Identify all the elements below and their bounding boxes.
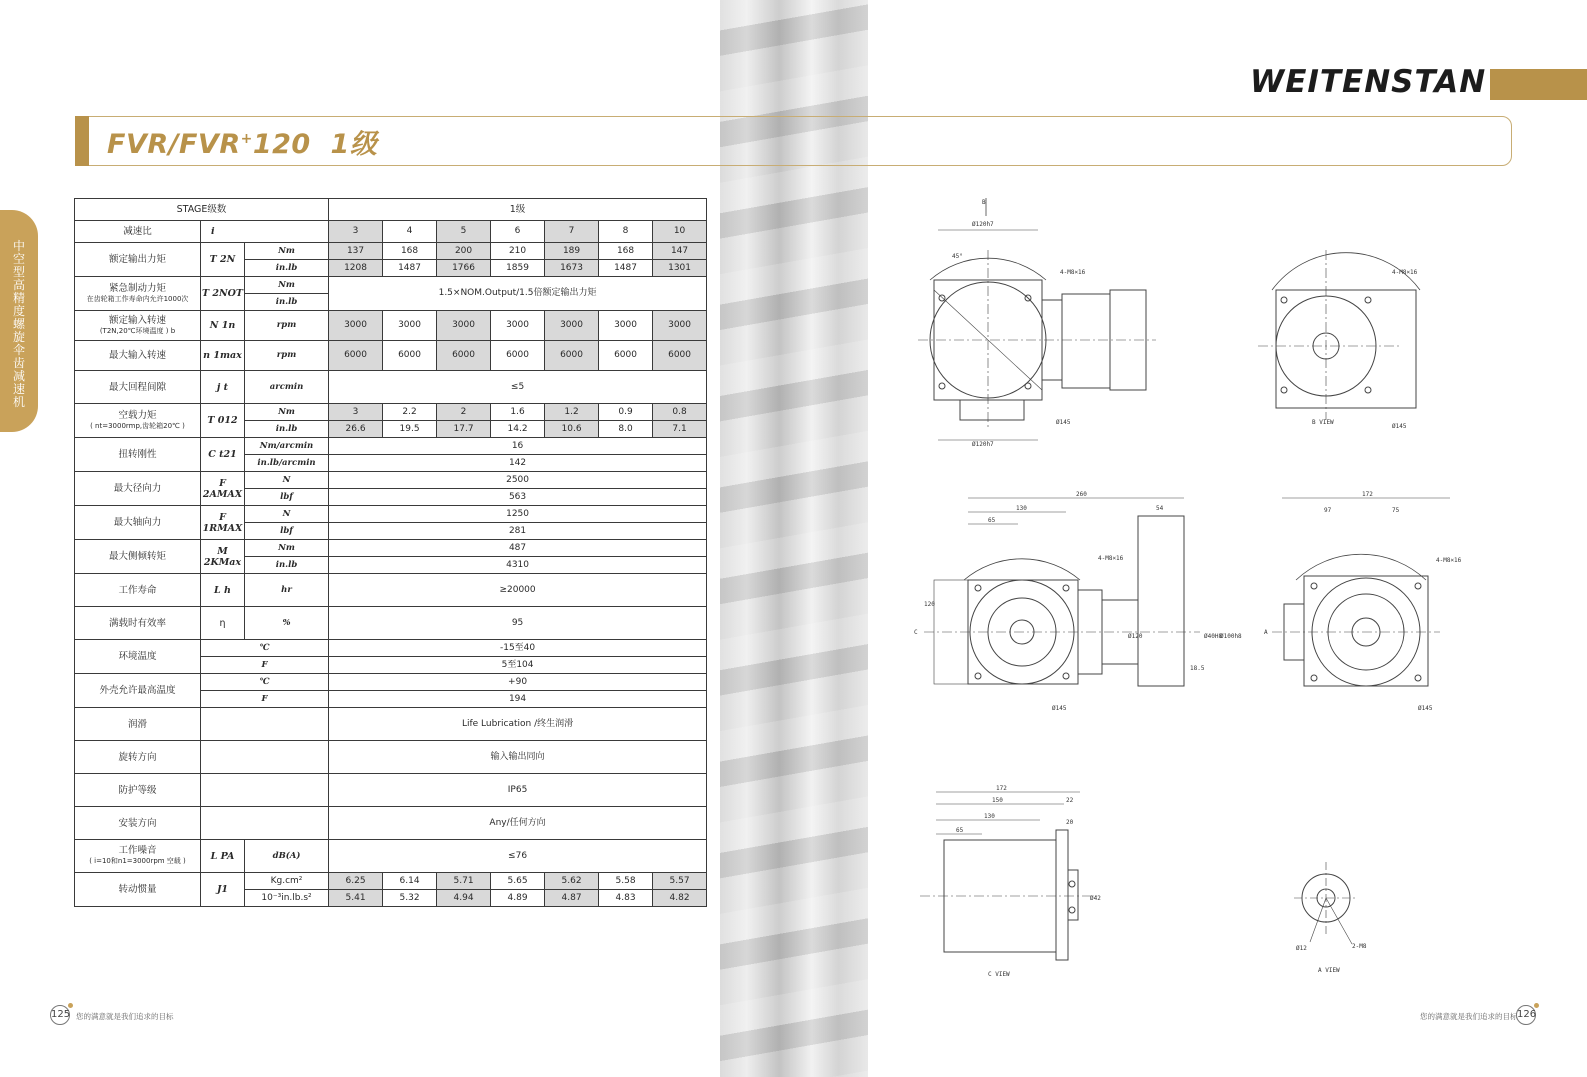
drawing-label: B VIEW [1312,419,1334,426]
drawing-label: 150 [992,797,1003,804]
axial-force-symbol: F 1RMAX [201,506,245,540]
value-cell: 4.94 [437,890,491,907]
value-cell: 6000 [383,341,437,371]
page-number-dot [68,1003,73,1008]
ratio-cell: 6 [491,221,545,243]
page-title [107,122,377,161]
value-cell: 5至104 [329,657,707,674]
drawing-a-view-small [1294,862,1367,974]
spec-table [74,198,707,907]
value-cell: 6000 [653,341,707,371]
value-cell: 17.7 [437,421,491,438]
noise-title: 工作噪音 [118,845,157,856]
unit-cell: ℃ [201,640,329,657]
value-cell: 6000 [437,341,491,371]
housing-temp-label: 外壳允许最高温度 [75,674,201,708]
radial-force-label: 最大径向力 [75,472,201,506]
empty-cell [201,741,329,774]
drawing-label: C VIEW [988,971,1010,978]
axial-force-label: 最大轴向力 [75,506,201,540]
drawing-label: 4-M8×16 [1392,269,1418,276]
drawing-label: Ø100h8 [1220,633,1242,640]
unit-cell: Nm [245,243,329,260]
value-cell: 1859 [491,260,545,277]
ratio-cell: 3 [329,221,383,243]
value-cell: 5.62 [545,873,599,890]
inertia-symbol: J1 [201,873,245,907]
drawing-label: Ø12 [1296,945,1307,952]
emergency-torque-symbol: T 2NOT [201,277,245,311]
value-cell: Any/任何方向 [329,807,707,840]
value-cell: 3 [329,404,383,421]
torsional-rigidity-symbol: C t21 [201,438,245,472]
value-cell: 19.5 [383,421,437,438]
unit-cell: Nm [245,404,329,421]
brand-accent-bar [1490,69,1587,100]
value-cell: 6000 [599,341,653,371]
value-cell: 4.89 [491,890,545,907]
unit-cell: Nm/arcmin [245,438,329,455]
drawing-c-view [920,785,1101,978]
no-load-torque-label [75,404,201,438]
drawing-label: 172 [1362,491,1373,498]
drawing-label: 45° [952,253,963,260]
page-number-dot [1534,1003,1539,1008]
drawing-label: 130 [1016,505,1027,512]
value-cell: 5.41 [329,890,383,907]
value-cell: 1.2 [545,404,599,421]
side-category-label: 中空型高精度螺旋伞齿减速机 [12,239,25,409]
efficiency-label: 满载时有效率 [75,607,201,640]
ratio-label: 减速比 [75,221,201,243]
drawing-label: 22 [1066,797,1074,804]
drawing-label: C [914,629,918,636]
empty-cell [201,774,329,807]
brand-logo: WEITENSTAN [1250,64,1487,100]
value-cell: 10.6 [545,421,599,438]
value-cell: 168 [383,243,437,260]
value-cell: 189 [545,243,599,260]
value-cell: 1.6 [491,404,545,421]
drawing-label: A [1264,629,1268,636]
no-load-torque-symbol: T 012 [201,404,245,438]
noise-label [75,840,201,873]
mounting-label: 安装方向 [75,807,201,840]
rated-speed-title: 额定输入转速 [108,314,166,326]
backlash-symbol: j t [201,371,245,404]
drawing-label: 75 [1392,507,1400,514]
value-cell: 2 [437,404,491,421]
value-cell: 4.82 [653,890,707,907]
no-load-torque-note: ( nt=3000rmp,齿轮箱20℃ ) [90,421,185,430]
unit-cell: Nm [245,277,329,294]
drawing-label: A VIEW [1318,967,1340,974]
left-page-number: 125 [50,1005,70,1025]
value-cell: 1766 [437,260,491,277]
unit-cell: rpm [245,341,329,371]
drawing-label: Ø120h7 [972,221,994,228]
value-cell: 26.6 [329,421,383,438]
drawing-label: 4-M8×16 [1060,269,1086,276]
max-speed-label: 最大输入转速 [75,341,201,371]
value-cell: 6000 [545,341,599,371]
ratio-cell: 8 [599,221,653,243]
unit-cell: % [245,607,329,640]
value-cell: 6.14 [383,873,437,890]
protection-label: 防护等级 [75,774,201,807]
value-cell: 1208 [329,260,383,277]
title-plus: + [240,131,253,147]
unit-cell: hr [245,574,329,607]
unit-cell: in.lb/arcmin [245,455,329,472]
unit-cell: Nm [245,540,329,557]
rated-speed-symbol: N 1n [201,311,245,341]
unit-cell: N [245,506,329,523]
drawing-label: Ø145 [1392,423,1407,430]
no-load-torque-title: 空载力矩 [118,409,157,421]
emergency-torque-label [75,277,201,311]
unit-cell: arcmin [245,371,329,404]
unit-cell: N [245,472,329,489]
value-cell: 210 [491,243,545,260]
value-cell: 3000 [545,311,599,341]
service-life-symbol: L h [201,574,245,607]
drawing-label: 4-M8×16 [1436,557,1462,564]
drawing-label: Ø120 [1128,633,1143,640]
value-cell: 2500 [329,472,707,489]
emergency-torque-value: 1.5×NOM.Output/1.5倍额定输出力矩 [329,277,707,311]
value-cell: IP65 [329,774,707,807]
value-cell: 1250 [329,506,707,523]
value-cell: 5.58 [599,873,653,890]
title-stage: 1级 [330,129,378,160]
value-cell: 6000 [491,341,545,371]
left-footer-slogan: 您的满意就是我们追求的目标 [76,1012,174,1021]
drawing-label: Ø120h7 [972,441,994,448]
value-cell: 137 [329,243,383,260]
drawing-a-view-front [1264,491,1462,712]
drawing-label: 54 [1156,505,1164,512]
drawing-label: B [982,199,986,206]
value-cell: 0.9 [599,404,653,421]
drawing-label: Ø42 [1090,895,1101,902]
value-cell: 5.71 [437,873,491,890]
service-life-label: 工作寿命 [75,574,201,607]
right-footer-slogan: 您的满意就是我们追求的目标 [1420,1012,1518,1021]
value-cell: 3000 [599,311,653,341]
noise-symbol: L PA [201,840,245,873]
drawing-label: 260 [1076,491,1087,498]
right-page-number: 126 [1516,1005,1536,1025]
value-cell: 4.87 [545,890,599,907]
ratio-cell: 4 [383,221,437,243]
value-cell: 1673 [545,260,599,277]
drawing-label: 20 [1066,819,1074,826]
value-cell: 14.2 [491,421,545,438]
efficiency-symbol: η [201,607,245,640]
drawing-label: Ø145 [1418,705,1433,712]
value-cell: 3000 [653,311,707,341]
drawing-side-view [918,198,1156,448]
value-cell: 1487 [599,260,653,277]
rated-speed-label [75,311,201,341]
drawing-label: Ø145 [1052,705,1067,712]
title-series: FVR/FVR [107,129,241,160]
rated-torque-label: 额定输出力矩 [75,243,201,277]
value-cell: 281 [329,523,707,540]
drawing-label: 65 [956,827,964,834]
value-cell: 3000 [383,311,437,341]
value-cell: ≥20000 [329,574,707,607]
value-cell: 200 [437,243,491,260]
value-cell: 147 [653,243,707,260]
value-cell: 5.65 [491,873,545,890]
unit-cell: in.lb [245,260,329,277]
emergency-torque-note: 在齿轮箱工作寿命内允许1000次 [86,294,189,303]
emergency-torque-title: 紧急制动力矩 [108,282,166,294]
tilting-torque-symbol: M 2KMax [201,540,245,574]
unit-cell: 10⁻³in.lb.s² [245,890,329,907]
unit-cell: ℃ [201,674,329,691]
value-cell: 3000 [437,311,491,341]
drawing-label: Ø40H8 [1204,633,1223,640]
noise-note: ( i=10和n1=3000rpm 空载 ) [89,857,186,865]
value-cell: 4.83 [599,890,653,907]
ratio-cell: 5 [437,221,491,243]
empty-cell [201,807,329,840]
unit-cell: lbf [245,489,329,506]
value-cell: 3000 [329,311,383,341]
unit-cell: lbf [245,523,329,540]
title-model: 120 [252,129,311,160]
title-accent [75,116,89,166]
unit-cell: in.lb [245,421,329,438]
drawing-label: 18.5 [1190,665,1205,672]
value-cell: 7.1 [653,421,707,438]
drawing-label: 172 [996,785,1007,792]
rated-speed-note: (T2N,20℃环境温度 ) b [99,326,176,335]
value-cell: 2.2 [383,404,437,421]
technical-drawings [900,190,1520,990]
tilting-torque-label: 最大侧倾转矩 [75,540,201,574]
torsional-rigidity-label: 扭转刚性 [75,438,201,472]
value-cell: 1301 [653,260,707,277]
value-cell: 142 [329,455,707,472]
value-cell: 168 [599,243,653,260]
radial-force-symbol: F 2AMAX [201,472,245,506]
drawing-label: Ø145 [1056,419,1071,426]
drawing-label: 120 [924,601,935,608]
rotation-label: 旋转方向 [75,741,201,774]
unit-cell: dB(A) [245,840,329,873]
ratio-symbol: i [201,221,329,243]
value-cell: -15至40 [329,640,707,657]
value-cell: 4310 [329,557,707,574]
drawing-b-view [1258,250,1420,430]
unit-cell: F [201,691,329,708]
ambient-temp-label: 环境温度 [75,640,201,674]
drawing-side-dimensions [914,491,1242,712]
unit-cell: Kg.cm² [245,873,329,890]
drawing-label: 4-M8×16 [1098,555,1124,562]
value-cell: 8.0 [599,421,653,438]
ratio-cell: 7 [545,221,599,243]
value-cell: 5.32 [383,890,437,907]
ratio-cell: 10 [653,221,707,243]
value-cell: +90 [329,674,707,691]
value-cell: 5.57 [653,873,707,890]
value-cell: 1487 [383,260,437,277]
backlash-value: ≤5 [329,371,707,404]
value-cell: 487 [329,540,707,557]
value-cell: 3000 [491,311,545,341]
value-cell: ≤76 [329,840,707,873]
empty-cell [201,708,329,741]
drawing-label: 2-M8 [1352,943,1367,950]
unit-cell: in.lb [245,557,329,574]
value-cell: 563 [329,489,707,506]
drawing-label: 130 [984,813,995,820]
drawing-label: 97 [1324,507,1332,514]
unit-cell: F [201,657,329,674]
value-cell: 输入输出同向 [329,741,707,774]
backlash-label: 最大回程间隙 [75,371,201,404]
value-cell: 6000 [329,341,383,371]
drawing-label: 65 [988,517,996,524]
value-cell: 16 [329,438,707,455]
inertia-label: 转动惯量 [75,873,201,907]
value-cell: 0.8 [653,404,707,421]
unit-cell: rpm [245,311,329,341]
value-cell: 6.25 [329,873,383,890]
unit-cell: in.lb [245,294,329,311]
rated-torque-symbol: T 2N [201,243,245,277]
value-cell: 194 [329,691,707,708]
stage-value: 1级 [329,199,707,221]
value-cell: Life Lubrication /终生润滑 [329,708,707,741]
max-speed-symbol: n 1max [201,341,245,371]
value-cell: 95 [329,607,707,640]
lubrication-label: 润滑 [75,708,201,741]
stage-header: STAGE级数 [75,199,329,221]
